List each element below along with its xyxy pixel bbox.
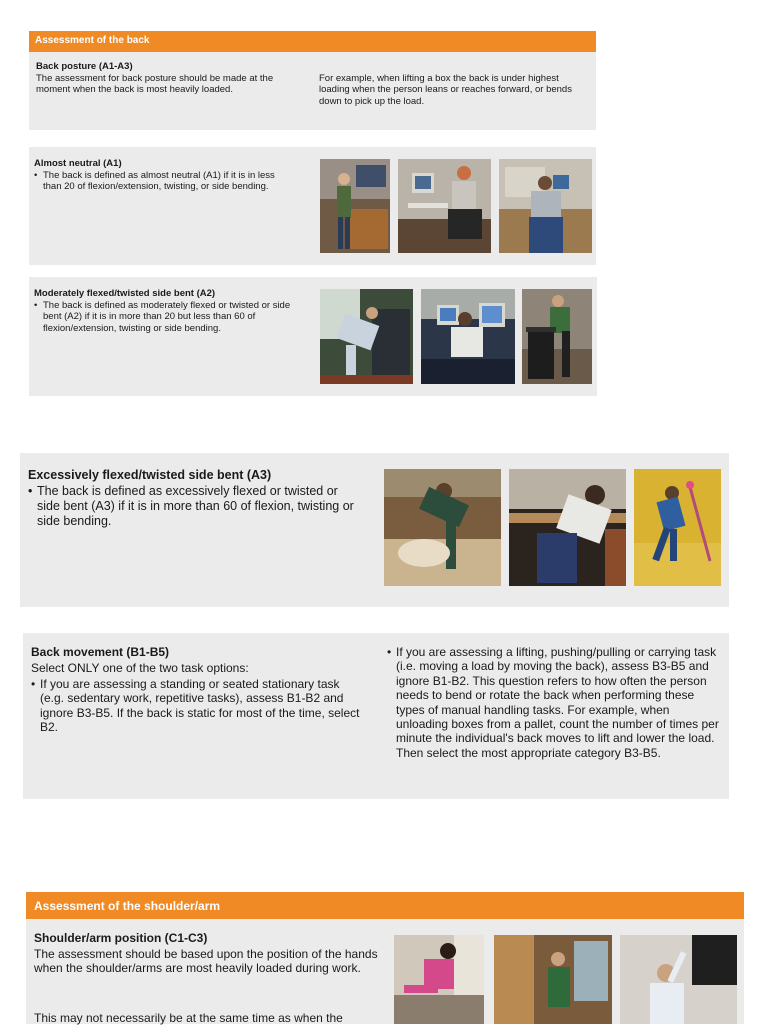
a3-panel xyxy=(20,453,729,607)
a3-photo-mopping xyxy=(634,469,721,586)
c-photo-reaching-shelf xyxy=(394,935,484,1024)
a2-title: Moderately flexed/twisted side bent (A2) xyxy=(34,288,216,299)
shoulder-text-2: This may not necessarily be at the same time as when the xyxy=(34,1011,343,1025)
a2-bullet: • The back is defined as moderately flexed or twisted or side bent (A2) if it is in more than 20 but less than 60 of flexion/extension, twisting or side bending. xyxy=(34,300,299,334)
a1-title: Almost neutral (A1) xyxy=(34,158,122,169)
task-option-stationary: • If you are assessing a standing or seated stationary task (e.g. sedentary work, repetitive tasks), assess B1-B2 and ignore B3-B5. If the back is static for most of the time, select B2. xyxy=(31,677,366,735)
back-posture-panel xyxy=(29,52,596,130)
shoulder-text-1: The assessment should be based upon the position of the hands when the shoulder/arms are most heavily loaded during work. xyxy=(34,947,378,976)
back-movement-panel xyxy=(23,633,729,799)
shoulder-title: Shoulder/arm position (C1-C3) xyxy=(34,931,208,945)
a2-photo-computers xyxy=(421,289,515,384)
a1-photo-computer-seated xyxy=(398,159,491,253)
a3-photo-desk-reach xyxy=(509,469,626,586)
back-section-header: Assessment of the back xyxy=(29,31,596,52)
back-posture-text-left: The assessment for back posture should be made at the moment when the back is most heavily loaded. xyxy=(36,73,274,96)
shoulder-section-header: Assessment of the shoulder/arm xyxy=(26,892,744,919)
c-photo-overhead-reach xyxy=(620,935,737,1024)
a1-photo-office-chair xyxy=(499,159,592,253)
a2-photo-bin xyxy=(522,289,592,384)
a3-title: Excessively flexed/twisted side bent (A3) xyxy=(28,468,272,482)
back-posture-text-right: For example, when lifting a box the back is under highest loading when the person leans or reaches forward, or bends down to pick up the load. xyxy=(319,73,572,107)
shoulder-panel xyxy=(26,919,744,1024)
task-option-lifting: • If you are assessing a lifting, pushing/pulling or carrying task (i.e. moving a load by moving the back), assess B3-B5 and ignore B1-B2. This question refers to how often the person needs to bend or rotate the back when performing these types of manual handling tasks. For example, when unloading boxes from a pallet, count the number of times per minute the individual's back moves to lift and lower the load. Then select the most appropriate category B3-B5. xyxy=(387,645,722,760)
back-posture-title: Back posture (A1-A3) xyxy=(36,61,133,72)
a1-photo-office-standing xyxy=(320,159,390,253)
c-photo-storeroom xyxy=(494,935,612,1024)
a1-panel xyxy=(29,147,596,265)
a2-photo-bending-cabinet xyxy=(320,289,413,384)
a3-bullet: • The back is defined as excessively flexed or twisted or side bent (A3) if it is in more than 60 of flexion, twisting or side bending. xyxy=(28,484,363,529)
a1-bullet: • The back is defined as almost neutral (A1) if it is in less than 20 of flexion/extension, twisting, or side bending. xyxy=(34,170,290,193)
a2-panel xyxy=(29,277,597,396)
back-movement-subtitle: Select ONLY one of the two task options: xyxy=(31,661,249,675)
a3-photo-shearing xyxy=(384,469,501,586)
back-movement-title: Back movement (B1-B5) xyxy=(31,645,170,659)
